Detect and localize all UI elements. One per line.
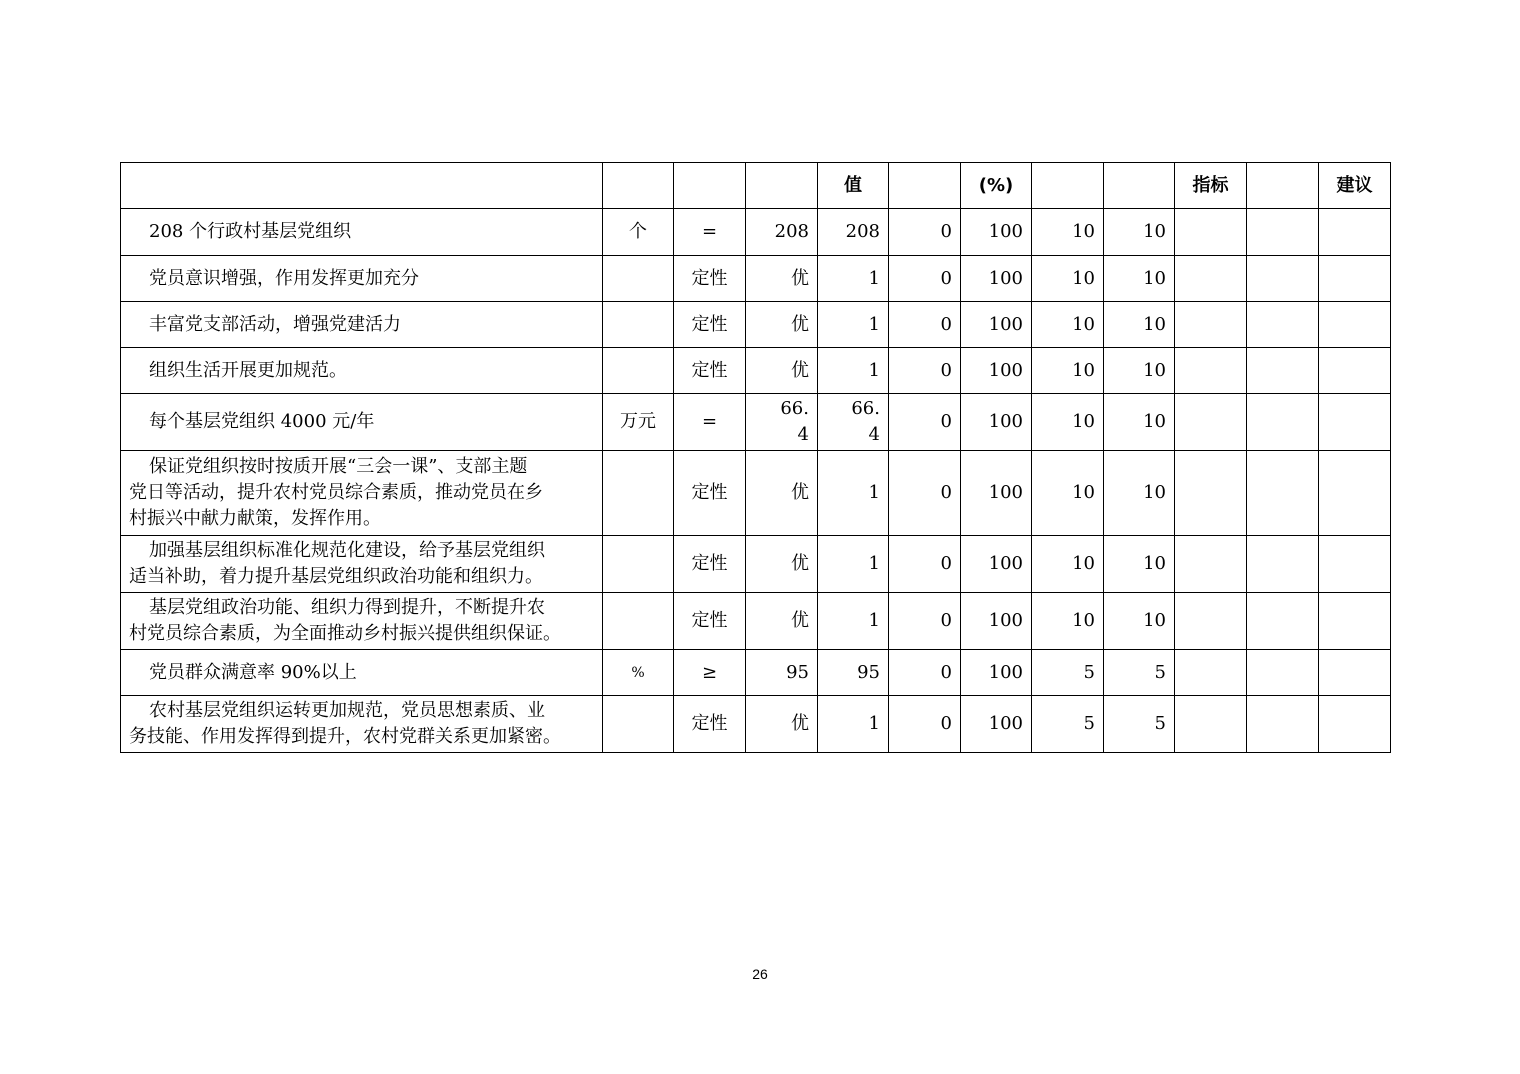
table-row xyxy=(121,650,1391,696)
weight-cell: 5 xyxy=(1032,650,1104,696)
completion-rate-cell: 100 xyxy=(961,256,1032,302)
indicator-description: 丰富党支部活动，增强党建活力 xyxy=(121,302,603,348)
table-header-row xyxy=(121,163,1391,209)
deviation-cell: 0 xyxy=(889,348,961,394)
unit-cell: 个 xyxy=(603,209,674,256)
score-cell: 5 xyxy=(1104,696,1175,753)
completion-rate-cell: 100 xyxy=(961,394,1032,451)
deviation-cell: 0 xyxy=(889,593,961,650)
page-number: 26 xyxy=(752,966,768,982)
header-cell-blank xyxy=(603,163,674,209)
performance-indicator-table xyxy=(120,162,1391,753)
empty-cell xyxy=(1247,394,1319,451)
target-value-cell: 优 xyxy=(746,302,818,348)
header-cell-blank xyxy=(889,163,961,209)
indicator-description: 加强基层组织标准化规范化建设，给予基层党组织 适当补助，着力提升基层党组织政治功能和组织力。 xyxy=(121,536,603,593)
actual-value-cell: 208 xyxy=(818,209,889,256)
completion-rate-cell: 100 xyxy=(961,451,1032,536)
actual-value-cell: 1 xyxy=(818,256,889,302)
empty-cell xyxy=(1175,394,1247,451)
weight-cell: 10 xyxy=(1032,209,1104,256)
deviation-cell: 0 xyxy=(889,536,961,593)
empty-cell xyxy=(1319,593,1391,650)
empty-cell xyxy=(1319,348,1391,394)
empty-cell xyxy=(1319,536,1391,593)
empty-cell xyxy=(1247,696,1319,753)
target-value-cell: 优 xyxy=(746,348,818,394)
empty-cell xyxy=(1175,593,1247,650)
unit-cell: % xyxy=(603,650,674,696)
empty-cell xyxy=(1175,451,1247,536)
header-indicator: 指标 xyxy=(1175,163,1247,209)
empty-cell xyxy=(1319,256,1391,302)
target-value-cell: 优 xyxy=(746,256,818,302)
operator-cell: 定性 xyxy=(674,593,746,650)
empty-cell xyxy=(1319,302,1391,348)
weight-cell: 10 xyxy=(1032,593,1104,650)
unit-cell xyxy=(603,302,674,348)
unit-cell: 万元 xyxy=(603,394,674,451)
table-row xyxy=(121,536,1391,593)
operator-cell: 定性 xyxy=(674,536,746,593)
empty-cell xyxy=(1175,536,1247,593)
indicator-description: 党员意识增强，作用发挥更加充分 xyxy=(121,256,603,302)
completion-rate-cell: 100 xyxy=(961,209,1032,256)
unit-cell xyxy=(603,256,674,302)
unit-cell xyxy=(603,451,674,536)
table-row xyxy=(121,394,1391,451)
completion-rate-cell: 100 xyxy=(961,348,1032,394)
actual-value-cell: 1 xyxy=(818,348,889,394)
weight-cell: 10 xyxy=(1032,302,1104,348)
table-row xyxy=(121,451,1391,536)
empty-cell xyxy=(1175,348,1247,394)
weight-cell: 10 xyxy=(1032,394,1104,451)
empty-cell xyxy=(1175,696,1247,753)
indicator-description: 组织生活开展更加规范。 xyxy=(121,348,603,394)
header-cell-blank xyxy=(1247,163,1319,209)
header-percent: (%) xyxy=(961,163,1032,209)
completion-rate-cell: 100 xyxy=(961,302,1032,348)
actual-value-cell: 1 xyxy=(818,696,889,753)
header-cell-blank xyxy=(746,163,818,209)
table-row xyxy=(121,696,1391,753)
unit-cell xyxy=(603,348,674,394)
actual-value-cell: 66. 4 xyxy=(818,394,889,451)
empty-cell xyxy=(1319,650,1391,696)
unit-cell xyxy=(603,536,674,593)
indicator-description: 208 个行政村基层党组织 xyxy=(121,209,603,256)
actual-value-cell: 1 xyxy=(818,536,889,593)
header-cell-blank xyxy=(1032,163,1104,209)
target-value-cell: 优 xyxy=(746,536,818,593)
empty-cell xyxy=(1247,209,1319,256)
actual-value-cell: 1 xyxy=(818,593,889,650)
header-cell-blank xyxy=(1104,163,1175,209)
empty-cell xyxy=(1319,696,1391,753)
indicator-description: 基层党组政治功能、组织力得到提升，不断提升农 村党员综合素质，为全面推动乡村振兴提供组织保证。 xyxy=(121,593,603,650)
score-cell: 10 xyxy=(1104,302,1175,348)
score-cell: 10 xyxy=(1104,348,1175,394)
score-cell: 10 xyxy=(1104,451,1175,536)
target-value-cell: 208 xyxy=(746,209,818,256)
deviation-cell: 0 xyxy=(889,394,961,451)
actual-value-cell: 1 xyxy=(818,302,889,348)
deviation-cell: 0 xyxy=(889,302,961,348)
deviation-cell: 0 xyxy=(889,650,961,696)
deviation-cell: 0 xyxy=(889,209,961,256)
actual-value-cell: 95 xyxy=(818,650,889,696)
operator-cell: 定性 xyxy=(674,348,746,394)
weight-cell: 10 xyxy=(1032,348,1104,394)
weight-cell: 10 xyxy=(1032,256,1104,302)
operator-cell: = xyxy=(674,209,746,256)
target-value-cell: 优 xyxy=(746,696,818,753)
indicator-description: 每个基层党组织 4000 元/年 xyxy=(121,394,603,451)
score-cell: 10 xyxy=(1104,209,1175,256)
empty-cell xyxy=(1247,451,1319,536)
completion-rate-cell: 100 xyxy=(961,593,1032,650)
completion-rate-cell: 100 xyxy=(961,696,1032,753)
operator-cell: 定性 xyxy=(674,451,746,536)
empty-cell xyxy=(1175,209,1247,256)
empty-cell xyxy=(1247,650,1319,696)
empty-cell xyxy=(1319,394,1391,451)
table-row xyxy=(121,256,1391,302)
indicator-description: 保证党组织按时按质开展“三会一课”、支部主题 党日等活动，提升农村党员综合素质，推动党员在乡 村振兴中献力献策，发挥作用。 xyxy=(121,451,603,536)
operator-cell: 定性 xyxy=(674,256,746,302)
deviation-cell: 0 xyxy=(889,451,961,536)
empty-cell xyxy=(1247,536,1319,593)
completion-rate-cell: 100 xyxy=(961,650,1032,696)
weight-cell: 5 xyxy=(1032,696,1104,753)
table-row xyxy=(121,209,1391,256)
header-cell-blank xyxy=(674,163,746,209)
header-cell-blank xyxy=(121,163,603,209)
target-value-cell: 66. 4 xyxy=(746,394,818,451)
score-cell: 10 xyxy=(1104,394,1175,451)
table-row xyxy=(121,593,1391,650)
deviation-cell: 0 xyxy=(889,696,961,753)
operator-cell: 定性 xyxy=(674,696,746,753)
score-cell: 10 xyxy=(1104,256,1175,302)
weight-cell: 10 xyxy=(1032,451,1104,536)
score-cell: 5 xyxy=(1104,650,1175,696)
empty-cell xyxy=(1247,302,1319,348)
score-cell: 10 xyxy=(1104,536,1175,593)
empty-cell xyxy=(1247,593,1319,650)
unit-cell xyxy=(603,593,674,650)
operator-cell: ≥ xyxy=(674,650,746,696)
operator-cell: = xyxy=(674,394,746,451)
table-row xyxy=(121,348,1391,394)
header-value: 值 xyxy=(818,163,889,209)
empty-cell xyxy=(1247,256,1319,302)
weight-cell: 10 xyxy=(1032,536,1104,593)
empty-cell xyxy=(1175,302,1247,348)
target-value-cell: 优 xyxy=(746,593,818,650)
header-suggestion: 建议 xyxy=(1319,163,1391,209)
target-value-cell: 优 xyxy=(746,451,818,536)
score-cell: 10 xyxy=(1104,593,1175,650)
completion-rate-cell: 100 xyxy=(961,536,1032,593)
table-row xyxy=(121,302,1391,348)
empty-cell xyxy=(1319,209,1391,256)
empty-cell xyxy=(1175,256,1247,302)
unit-cell xyxy=(603,696,674,753)
target-value-cell: 95 xyxy=(746,650,818,696)
operator-cell: 定性 xyxy=(674,302,746,348)
actual-value-cell: 1 xyxy=(818,451,889,536)
empty-cell xyxy=(1247,348,1319,394)
deviation-cell: 0 xyxy=(889,256,961,302)
empty-cell xyxy=(1319,451,1391,536)
indicator-description: 党员群众满意率 90%以上 xyxy=(121,650,603,696)
empty-cell xyxy=(1175,650,1247,696)
indicator-description: 农村基层党组织运转更加规范，党员思想素质、业 务技能、作用发挥得到提升，农村党群关系更加紧密。 xyxy=(121,696,603,753)
